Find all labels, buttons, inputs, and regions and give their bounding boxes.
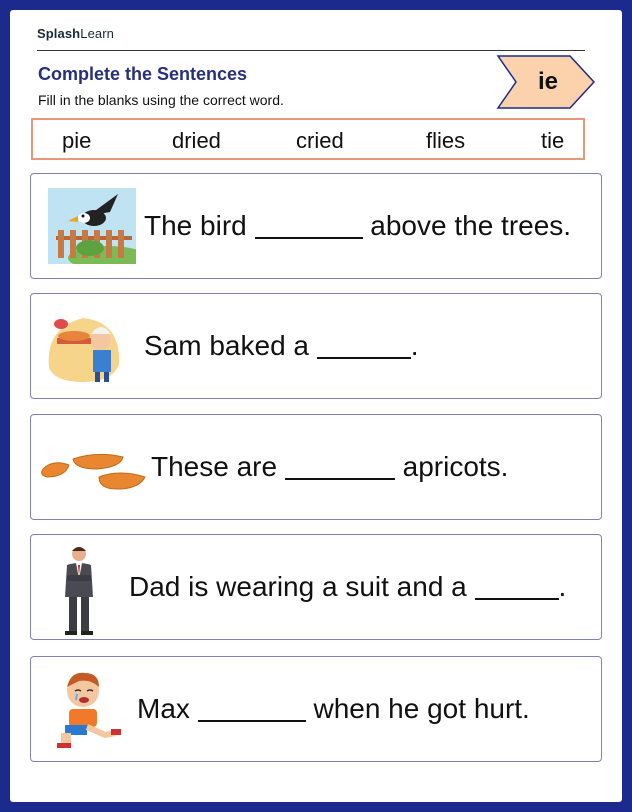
worksheet-title: Complete the Sentences xyxy=(38,64,248,84)
crying-boy-icon xyxy=(55,669,123,749)
sentence-part: when he got hurt. xyxy=(313,693,530,724)
baking-pie-icon xyxy=(43,308,123,386)
sentence-part: These are xyxy=(151,451,278,482)
sentence-card xyxy=(30,293,602,399)
sentence-part: . xyxy=(558,571,567,602)
word-bank-item: tie xyxy=(541,128,565,153)
sentence-text xyxy=(129,535,566,639)
bird-flying-icon xyxy=(48,188,136,264)
word-bank-item: flies xyxy=(426,128,466,153)
sentence-text xyxy=(137,657,530,761)
worksheet-instructions: Fill in the blanks using the correct word. xyxy=(38,92,284,108)
answer-blank[interactable] xyxy=(317,333,411,359)
sentence-card xyxy=(30,414,602,520)
word-bank xyxy=(31,118,585,160)
brand-logo-bold: Splash xyxy=(37,26,81,41)
sentence-part: above the trees. xyxy=(370,210,572,241)
sentence-text xyxy=(144,174,571,278)
dried-apricots-icon xyxy=(39,447,151,493)
sentence-part: Sam baked a xyxy=(144,330,309,361)
word-bank-item: pie xyxy=(62,128,92,153)
sentence-part: Max xyxy=(137,693,190,724)
sentence-part: Dad is wearing a suit and a xyxy=(129,571,467,602)
answer-blank[interactable] xyxy=(255,213,363,239)
answer-blank[interactable] xyxy=(285,454,395,480)
answer-blank[interactable] xyxy=(475,574,559,600)
sentence-card xyxy=(30,173,602,279)
brand-logo-light: Learn xyxy=(80,26,114,41)
ie-tag-label: ie xyxy=(537,68,558,95)
word-bank-item: cried xyxy=(296,128,344,153)
sentence-part: . xyxy=(410,330,419,361)
word-bank-item: dried xyxy=(172,128,221,153)
sentence-text xyxy=(151,415,508,519)
sentence-card xyxy=(30,534,602,640)
sentence-part: The bird xyxy=(144,210,247,241)
sentence-text xyxy=(144,294,419,398)
sentence-part: apricots. xyxy=(402,451,509,482)
header-divider xyxy=(37,50,585,51)
brand-logo xyxy=(37,26,114,41)
answer-blank[interactable] xyxy=(198,696,306,722)
man-in-suit-icon xyxy=(59,545,99,637)
sentence-card xyxy=(30,656,602,762)
